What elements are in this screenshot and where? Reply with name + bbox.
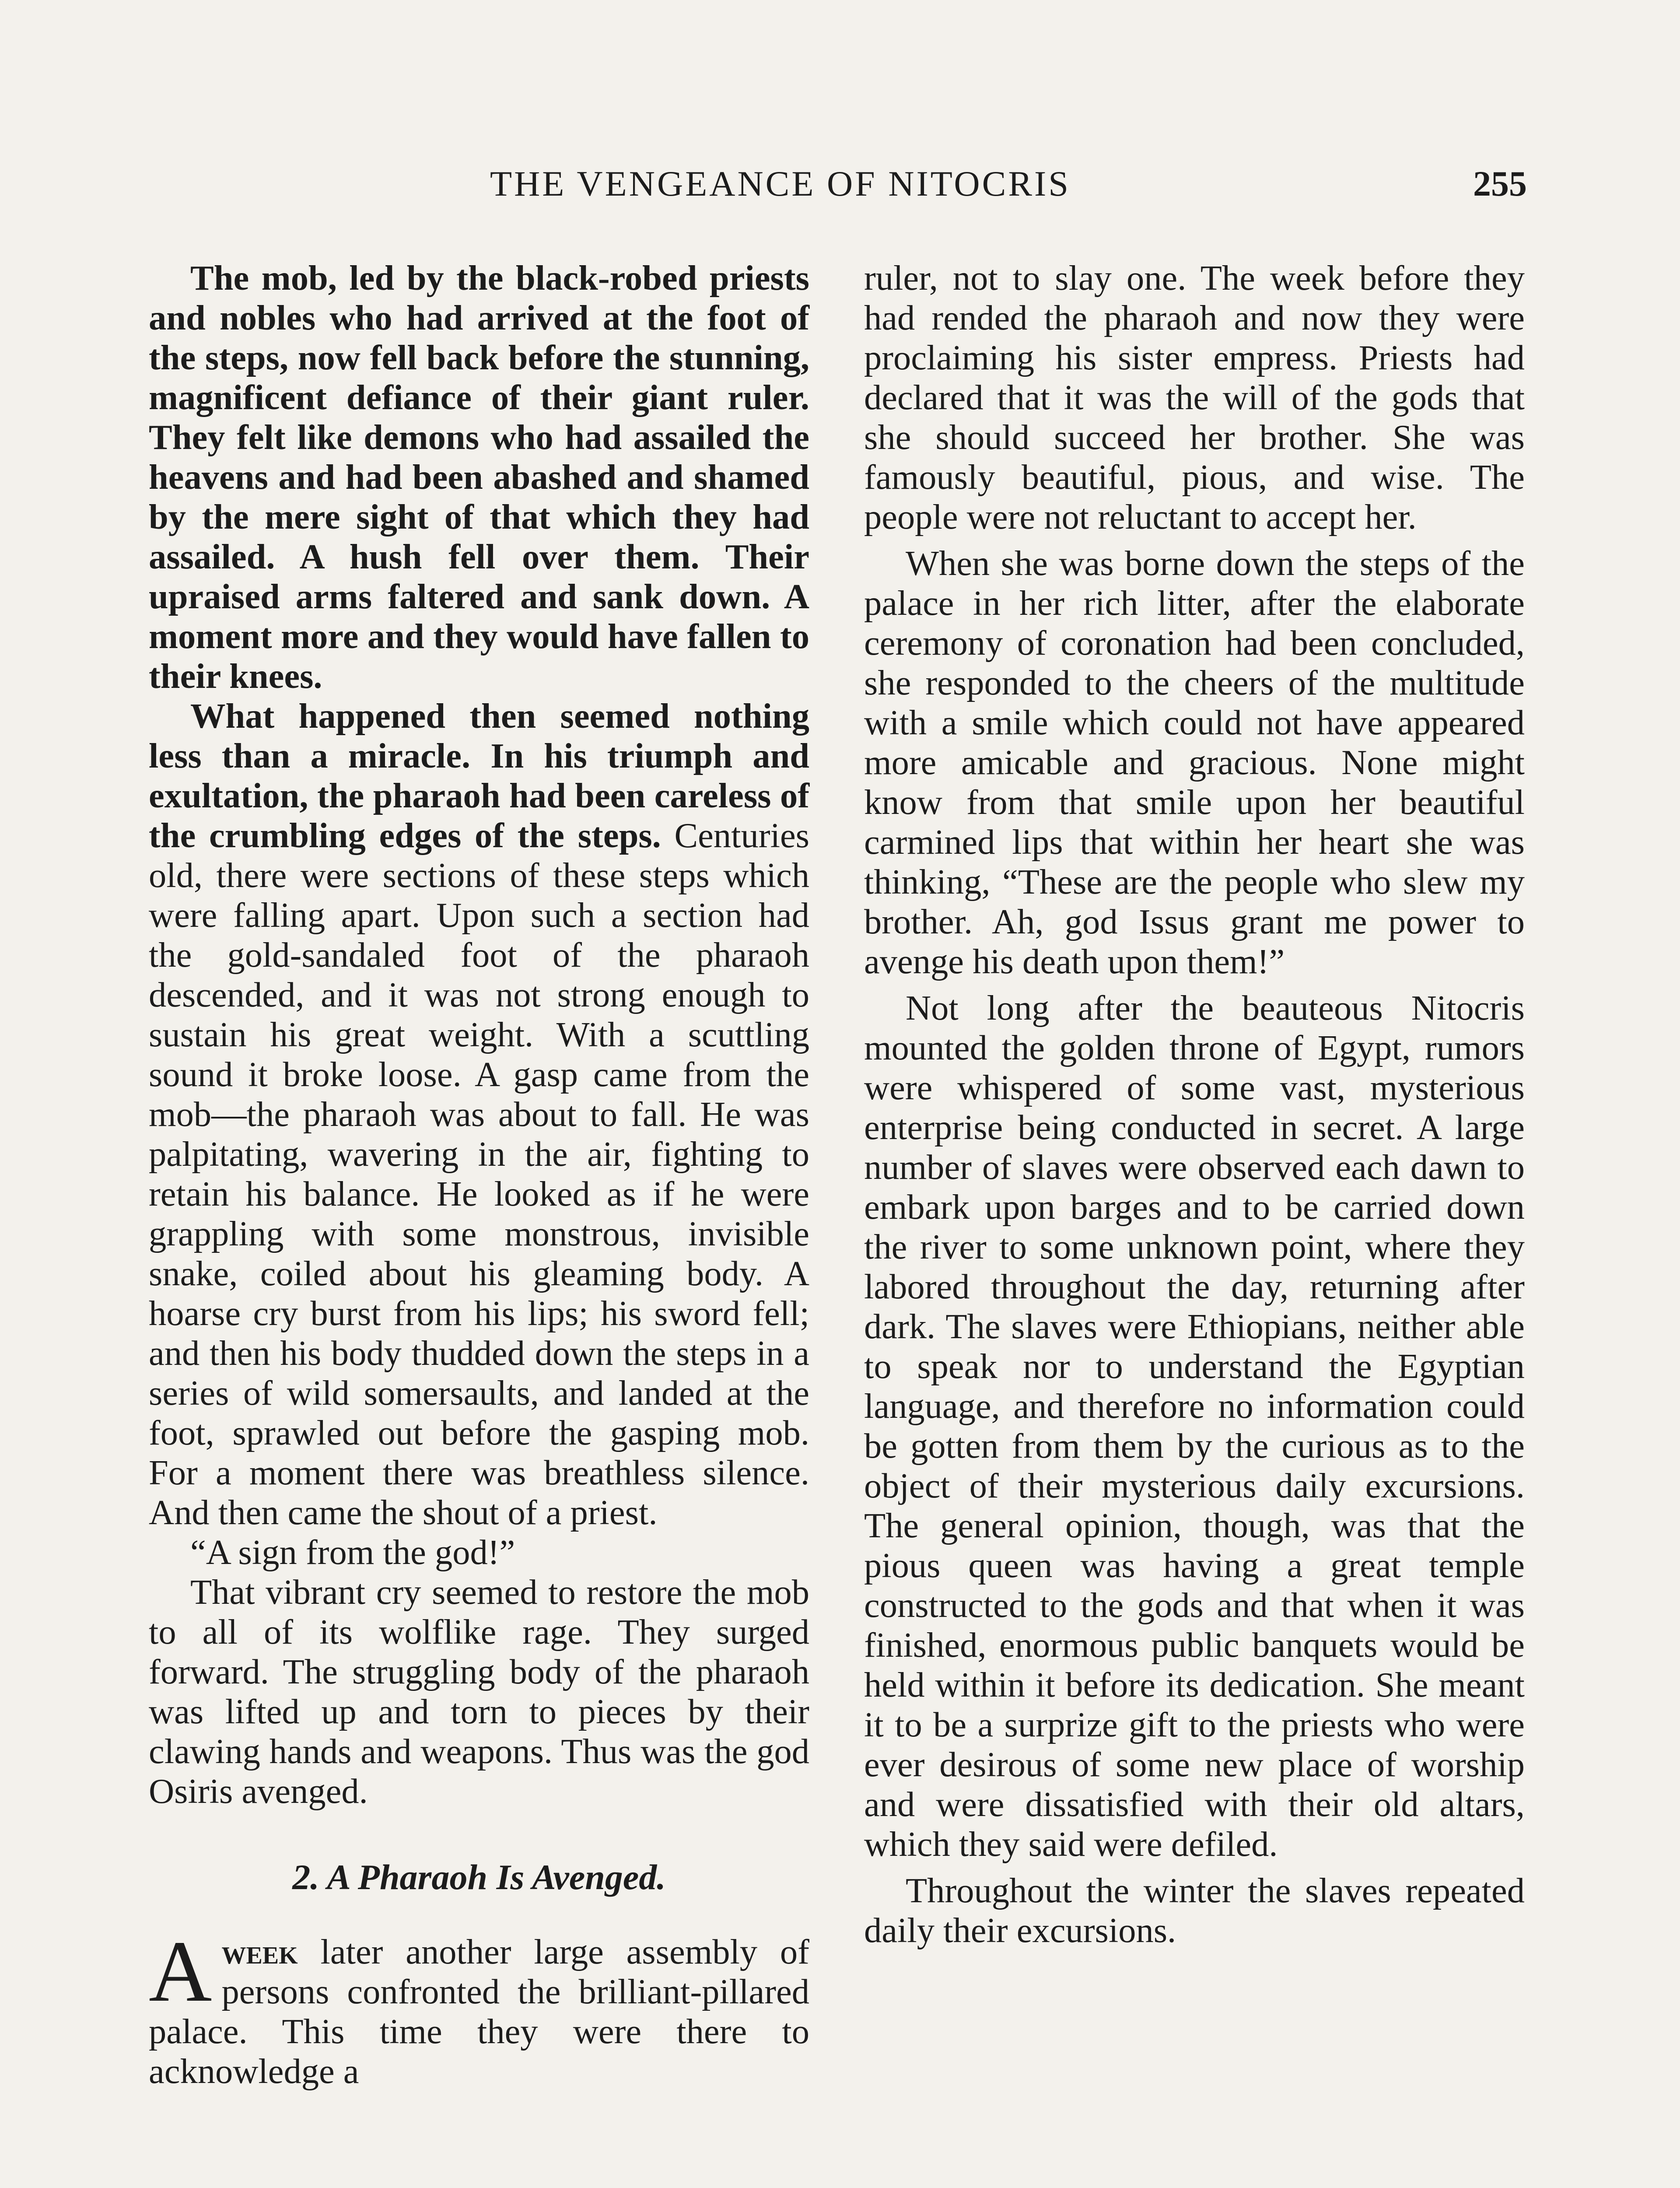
page-number: 255 — [1473, 164, 1527, 203]
paragraph: The mob, led by the black-robed priests and nobles who had arrived at the foot of the steps, now fell back before the stunning, magnificent defiance of their giant ruler. They felt like demons who had assailed the heavens and had been abashed and shamed by the mere sight of that which they had assailed. A hush fell over them. Their upraised arms faltered and sank down. A moment more and they would have fallen to their knees. — [149, 259, 809, 696]
paragraph-text: later another large assembly of persons confronted the brilliant-pillared palace. This time they were there to acknowledge a — [149, 1932, 809, 2091]
left-column — [149, 258, 809, 2091]
paragraph: That vibrant cry seemed to restore the mob to all of its wolflike rage. They surged forward. The struggling body of the pharaoh was lifted up and torn to pieces by their clawing hands and weapons. Thus was the god Osiris avenged. — [149, 1573, 809, 1811]
paragraph-bold-lead: What happened then seemed nothing less than a miracle. In his triumph and exultation, the pharaoh had been careless of the crumbling edges of the steps. — [149, 697, 809, 855]
running-header — [149, 158, 1527, 210]
paragraph: Not long after the beauteous Nitocris mounted the golden throne of Egypt, rumors were whispered of some vast, mysterious enterprise being conducted in secret. A large number of slaves were observed each dawn to embark upon barges and to be carried down the river to some unknown point, where they labored throughout the day, returning after dark. The slaves were Ethiopians, neither able to speak nor to understand the Egyptian language, and therefore no information could be gotten from them by the curious as to the object of their mysterious daily excursions. The general opinion, though, was that the pious queen was having a great temple constructed to the gods and that when it was finished, enormous public banquets would be held within it before its dedication. She meant it to be a surprize gift to the priests who were ever desirous of some new place of worship and were dissatisfied with their old altars, which they said were defiled. — [864, 989, 1525, 1864]
paragraph: Throughout the winter the slaves repeated daily their excursions. — [864, 1871, 1525, 1950]
smallcaps-lead: week — [221, 1932, 298, 1971]
paragraph: When she was borne down the steps of the palace in her rich litter, after the elaborate ceremony of coronation had been concluded, she responded to the cheers of the multitude with a smile which could not have appeared more amicable and gracious. None might know from that smile upon her beautiful carmined lips that within her heart she was thinking, “These are the people who slew my brother. Ah, god Issus grant me power to avenge his death upon them!” — [864, 544, 1525, 981]
running-title: THE VENGEANCE OF NITOCRIS — [490, 164, 1071, 203]
paragraph-with-dropcap — [149, 1923, 809, 2091]
paragraph — [149, 696, 809, 1532]
right-column — [864, 258, 1525, 1950]
paragraph-quote: “A sign from the god!” — [190, 1533, 515, 1572]
section-heading: 2. A Pharaoh Is Avenged. — [292, 1857, 666, 1897]
drop-cap: A — [149, 1923, 212, 2020]
paragraph: ruler, not to slay one. The week before they had rended the pharaoh and now they were proclaiming his sister empress. Priests had declared that it was the will of the gods that she should succeed her brother. She was famously beautiful, pious, and wise. The people were not reluctant to accept her. — [864, 259, 1525, 536]
paragraph-text: Centuries old, there were sections of these steps which were falling apart. Upon such a section had the gold-sandaled foot of the pharaoh descended, and it was not strong enough to sustain his great weight. With a scuttling sound it broke loose. A gasp came from the mob—the pharaoh was about to fall. He was palpitating, wavering in the air, fighting to retain his balance. He looked as if he were grappling with some monstrous, invisible snake, coiled about his gleaming body. A hoarse cry burst from his lips; his sword fell; and then his body thudded down the steps in a series of wild somersaults, and landed at the foot, sprawled out before the gasping mob. For a moment there was breathless silence. And then came the shout of a priest. — [149, 816, 809, 1532]
